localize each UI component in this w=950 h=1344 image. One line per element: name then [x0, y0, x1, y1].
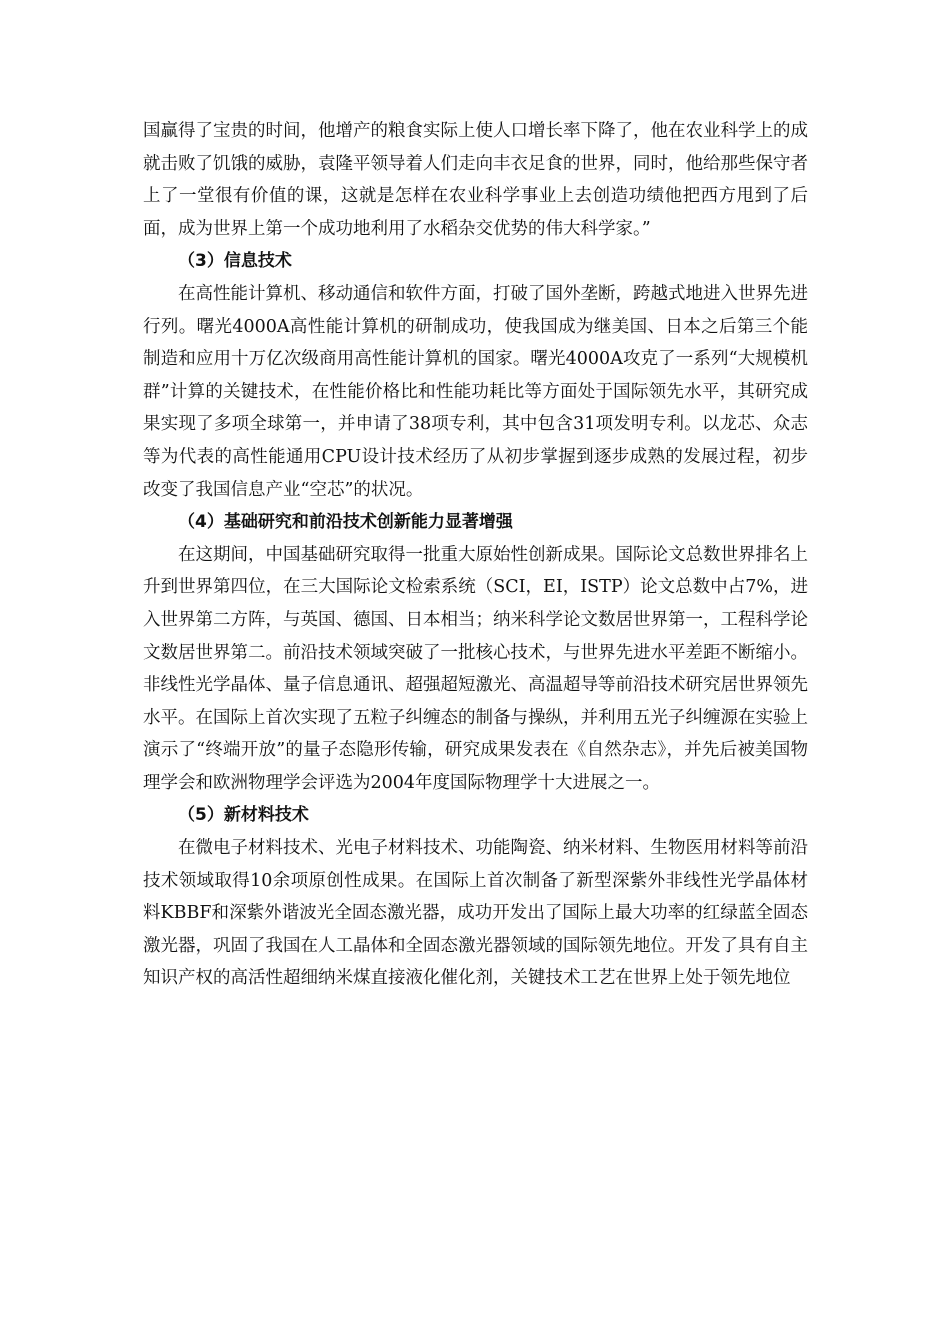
section-heading-information-technology: （3）信息技术 [178, 251, 292, 272]
paragraph-basic-research: 在这期间，中国基础研究取得一批重大原始性创新成果。国际论文总数世界排名上升到世界第四位，在三大国际论文检索系统（SCI，EI，ISTP）论文总数中占7%，进入世界第二方阵，与英国、德国、日本相当；纳米科学论文数居世界第一，工程科学论文数居世界第二。前沿技术领域突破了一批核心技术，与世界先进水平差距不断缩小。非线性光学晶体、量子信息通讯、超强超短激光、高温超导等前沿技术研究居世界领先水平。在国际上首次实现了五粒子纠缠态的制备与操纵，并利用五光子纠缠源在实验上演示了“终端开放”的量子态隐形传输，研究成果发表在《自然杂志》，并先后被美国物理学会和欧洲物理学会评选为2004年度国际物理学十大进展之一。 [143, 544, 808, 793]
section-heading-new-materials: （5）新材料技术 [178, 805, 309, 826]
paragraph-continuation: 国赢得了宝贵的时间，他增产的粮食实际上使人口增长率下降了，他在农业科学上的成就击败了饥饿的威胁，袁隆平领导着人们走向丰衣足食的世界，同时，他给那些保守者上了一堂很有价值的课，这就是怎样在农业科学事业上去创造功绩他把西方甩到了后面，成为世界上第一个成功地利用了水稻杂交优势的伟大科学家。” [143, 121, 808, 239]
paragraph-information-technology: 在高性能计算机、移动通信和软件方面，打破了国外垄断，跨越式地进入世界先进行列。曙光4000A高性能计算机的研制成功，使我国成为继美国、日本之后第三个能制造和应用十万亿次级商用高性能计算机的国家。曙光4000A攻克了一系列“大规模机群”计算的关键技术，在性能价格比和性能功耗比等方面处于国际领先水平，其研究成果实现了多项全球第一，并申请了38项专利，其中包含31项发明专利。以龙芯、众志等为代表的高性能通用CPU设计技术经历了从初步掌握到逐步成熟的发展过程，初步改变了我国信息产业“空芯”的状况。 [143, 283, 808, 500]
paragraph-new-materials: 在微电子材料技术、光电子材料技术、功能陶瓷、纳米材料、生物医用材料等前沿技术领域取得10余项原创性成果。在国际上首次制备了新型深紫外非线性光学晶体材料KBBF和深紫外谐波光全固态激光器，成功开发出了国际上最大功率的红绿蓝全固态激光器，巩固了我国在人工晶体和全固态激光器领域的国际领先地位。开发了具有自主知识产权的高活性超细纳米煤直接液化催化剂，关键技术工艺在世界上处于领先地位 [143, 838, 808, 989]
section-heading-basic-research: （4）基础研究和前沿技术创新能力显著增强 [178, 512, 513, 533]
document-body [143, 115, 808, 995]
